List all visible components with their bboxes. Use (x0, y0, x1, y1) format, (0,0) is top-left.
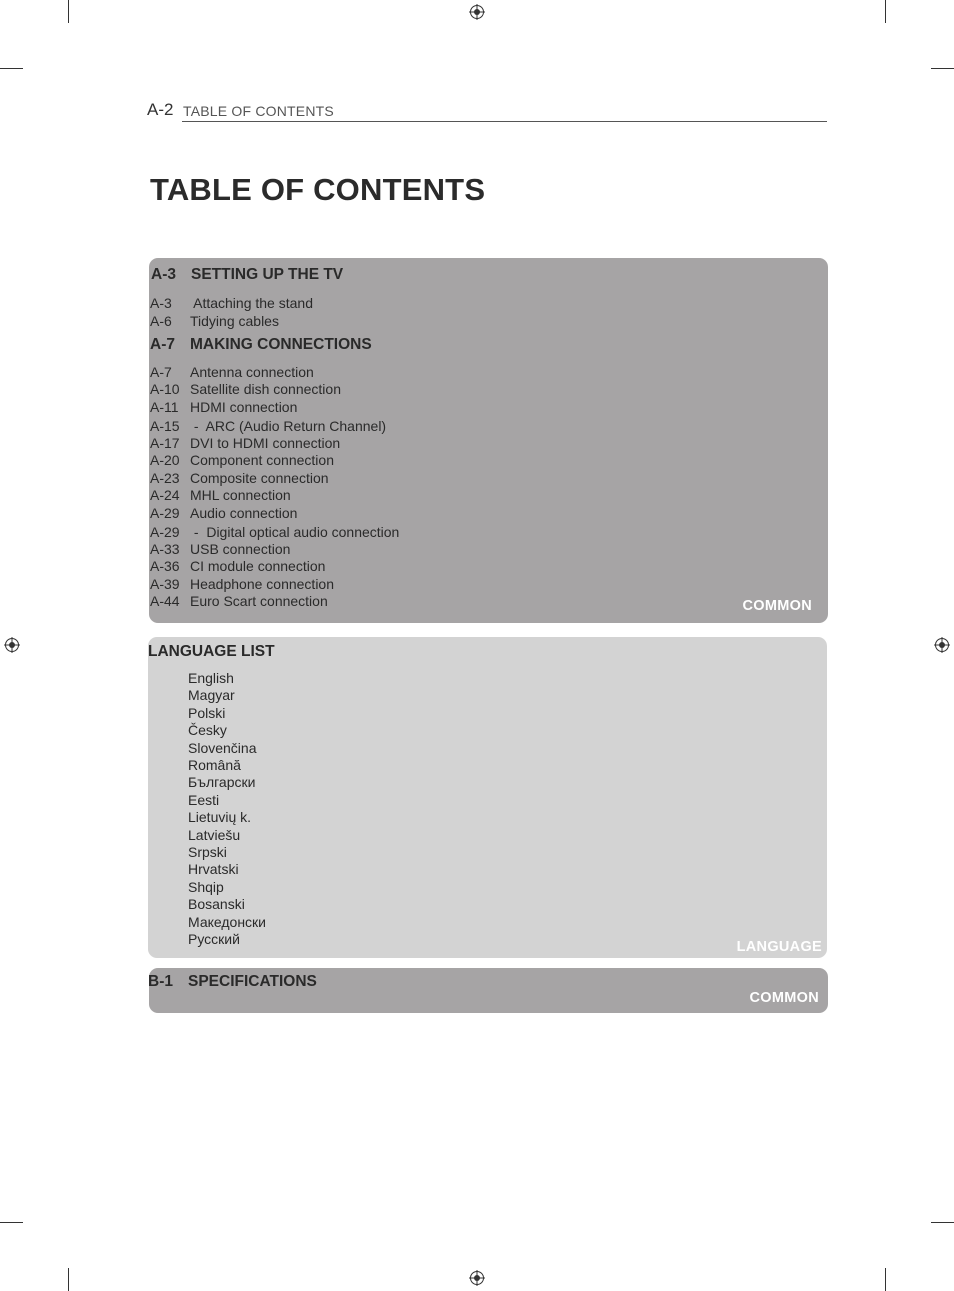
toc-entry-text: DVI to HDMI connection (190, 435, 341, 451)
toc-entry-text: USB connection (190, 541, 291, 557)
toc-entry-text: SPECIFICATIONS (188, 973, 317, 990)
toc-page-number: A-3 (150, 295, 172, 311)
toc-entry-text: Component connection (190, 452, 334, 468)
toc-page-number: A-24 (150, 487, 180, 503)
toc-entry-text: SETTING UP THE TV (191, 266, 344, 283)
crop-mark (68, 1268, 69, 1291)
language-item[interactable]: Eesti (188, 792, 220, 808)
language-list-heading[interactable]: LANGUAGE LIST (148, 643, 275, 660)
toc-entry-text: Headphone connection (190, 576, 335, 592)
toc-entry-text: MAKING CONNECTIONS (190, 336, 372, 353)
language-item[interactable]: Latviešu (188, 827, 241, 843)
toc-entry-text: Satellite dish connection (190, 381, 341, 397)
language-item[interactable]: Български (188, 774, 256, 790)
toc-entry-text: Antenna connection (190, 364, 314, 380)
toc-entry-text: Tidying cables (190, 313, 279, 329)
registration-mark-icon (469, 4, 485, 20)
language-item[interactable]: Magyar (188, 687, 235, 703)
registration-mark-icon (4, 637, 20, 653)
toc-entry-text: MHL connection (190, 487, 291, 503)
crop-mark (0, 1222, 23, 1223)
crop-mark (885, 1268, 886, 1291)
toc-entry-text: Attaching the stand (190, 295, 313, 311)
common-section-panel (149, 258, 828, 623)
crop-mark (931, 68, 954, 69)
language-item[interactable]: Srpski (188, 844, 227, 860)
running-title: TABLE OF CONTENTS (183, 103, 334, 119)
toc-page-number: A-44 (150, 593, 180, 609)
section-tag: LANGUAGE (736, 939, 822, 955)
language-item[interactable]: Română (188, 757, 241, 773)
toc-page-number: A-20 (150, 452, 180, 468)
toc-page-number: A-3 (151, 266, 176, 283)
toc-page-number: A-6 (150, 313, 172, 329)
language-item[interactable]: Bosanski (188, 896, 245, 912)
toc-entry-text: Audio connection (190, 505, 298, 521)
language-item[interactable]: Русский (188, 931, 240, 947)
toc-entry-text: HDMI connection (190, 399, 298, 415)
registration-mark-icon (469, 1270, 485, 1286)
crop-mark (0, 68, 23, 69)
header-rule (182, 121, 827, 122)
specs-section-panel (149, 968, 828, 1013)
toc-entry-text: - ARC (Audio Return Channel) (190, 418, 387, 434)
toc-entry-text: Composite connection (190, 470, 329, 486)
crop-mark (931, 1222, 954, 1223)
page-header (147, 100, 827, 122)
toc-entry-text: Euro Scart connection (190, 593, 328, 609)
language-section-panel (148, 637, 827, 958)
toc-page-number: A-11 (150, 399, 179, 415)
language-item[interactable]: Česky (188, 722, 227, 738)
language-item[interactable]: English (188, 670, 234, 686)
toc-entry-text: CI module connection (190, 558, 326, 574)
page-title: TABLE OF CONTENTS (150, 172, 486, 207)
toc-page-number: A-7 (150, 336, 175, 353)
toc-page-number: A-29 (150, 505, 180, 521)
toc-page-number: A-7 (150, 364, 172, 380)
section-tag: COMMON (742, 598, 812, 614)
toc-page-number: A-39 (150, 576, 180, 592)
toc-page-number: B-1 (148, 973, 173, 990)
toc-page-number: A-15 (150, 418, 180, 434)
toc-entry-text: - Digital optical audio connection (190, 524, 400, 540)
toc-page-number: A-10 (150, 381, 180, 397)
language-item[interactable]: Polski (188, 705, 226, 721)
toc-page-number: A-23 (150, 470, 180, 486)
toc-page-number: A-17 (150, 435, 180, 451)
section-tag: COMMON (749, 990, 819, 1006)
toc-page-number: A-29 (150, 524, 180, 540)
registration-mark-icon (934, 637, 950, 653)
crop-mark (68, 0, 69, 23)
language-item[interactable]: Македонски (188, 914, 266, 930)
language-item[interactable]: Lietuvių k. (188, 809, 252, 825)
toc-page-number: A-36 (150, 558, 180, 574)
language-item[interactable]: Slovenčina (188, 740, 257, 756)
language-item[interactable]: Hrvatski (188, 861, 239, 877)
crop-mark (885, 0, 886, 23)
toc-page-number: A-33 (150, 541, 180, 557)
page-number: A-2 (147, 100, 174, 119)
language-item[interactable]: Shqip (188, 879, 224, 895)
